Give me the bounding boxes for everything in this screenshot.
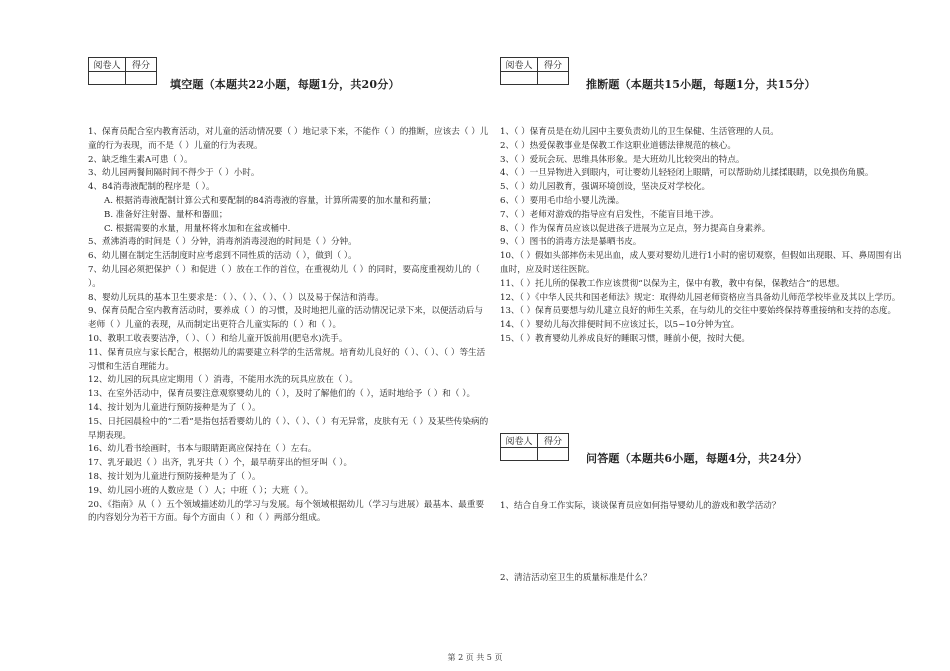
question-item: 10、教职工收表要洁净，（ ）、（ ）和给儿童开饭前用(肥皂水)洗手。 [88, 333, 348, 344]
question-item: 15、（ ）教育婴幼儿养成良好的睡眠习惯，睡前小便，按时大便。 [500, 333, 750, 344]
question-item: 12、幼儿园的玩具应定期用（ ）消毒，不能用水洗的玩具应放在（ ）。 [88, 375, 358, 386]
reviewer-cell[interactable] [501, 72, 538, 85]
question-item: 20、《指南》从（ ）五个领域描述幼儿的学习与发展。每个领域根据幼儿（学习与进展）最基本、最重要的内容划分为若干方面。每个方面由（ ）和（ ）两部分组成。 [88, 499, 485, 524]
question-option: B. 准备好注射器、量杯和器皿； [104, 209, 228, 220]
judgment-list [500, 126, 910, 347]
fill-blank-title: 填空题（本题共22小题，每题1分，共20分） [170, 78, 400, 91]
score-label: 得分 [538, 434, 569, 448]
question-item: 2、缺乏维生素A可患（ ）。 [88, 154, 193, 165]
score-cell[interactable] [538, 72, 569, 85]
question-item: 7、（ ）老师对游戏的指导应有启发性，不能盲目地干涉。 [500, 209, 719, 220]
page-footer: 第 2 页 共 5 页 [447, 653, 503, 662]
question-item: 5、（ ）幼儿园教育，强调环境创设，坚决反对学校化。 [500, 182, 711, 193]
question-item: 3、（ ）爱玩会玩、思维具体形象。是大班幼儿比较突出的特点。 [500, 154, 745, 165]
question-item: 14、按计划为儿童进行预防接种是为了（ ）。 [88, 402, 261, 413]
question-item: 9、（ ）图书的消毒方法是暴晒书皮。 [500, 237, 642, 248]
question-option: A. 根据消毒液配制计算公式和要配制的84消毒液的容量，计算所需要的加水量和药量； [104, 195, 436, 206]
question-item: 14、（ ）婴幼儿每次排便时间不应该过长，以5~10分钟为宜。 [500, 320, 740, 331]
essay-question-2 [500, 572, 910, 586]
judgment-title: 推断题（本题共15小题，每题1分，共15分） [586, 78, 816, 91]
question-item: 13、（ ）保育员要想与幼儿建立良好的师生关系，在与幼儿的交往中要始终保持尊重接纳和支持的态度。 [500, 306, 897, 317]
question-item: 7、幼儿园必须把保护（ ）和促进（ ）放在工作的首位，在重视幼儿（ ）的同时，要高度重视幼儿的（ ）。 [88, 264, 480, 289]
question-item: 4、（ ）一旦异物进入到眼内，可让婴幼儿轻轻闭上眼睛，可以帮助幼儿揉揉眼睛，以免损伤角膜。 [500, 168, 874, 179]
score-box-essay [500, 433, 569, 461]
score-cell[interactable] [126, 72, 157, 85]
reviewer-cell[interactable] [501, 448, 538, 461]
question-option: C. 根据需要的水量，用量杯将水加和在盆或桶中. [104, 223, 291, 234]
question-item: 3、幼儿园两餐间隔时间不得少于（ ）小时。 [88, 168, 260, 179]
score-label: 得分 [538, 58, 569, 72]
essay-question-1 [500, 500, 910, 514]
score-cell[interactable] [538, 448, 569, 461]
reviewer-label: 阅卷人 [89, 58, 126, 72]
question-item: 5、煮沸消毒的时间是（ ）分钟，消毒剂消毒浸泡的时间是（ ）分钟。 [88, 237, 357, 248]
question-item: 8、婴幼儿玩具的基本卫生要求是：（ ）、（ ）、（ ）、（ ）以及易于保洁和消毒。 [88, 292, 384, 303]
question-item: 4、84消毒液配制的程序是（ ）。 [88, 182, 215, 193]
question-item: 13、在室外活动中，保育员要注意观察婴幼儿的（ ），及时了解他们的（ ），适时地给予（ ）和（ ）。 [88, 389, 476, 400]
fill-blank-list [88, 126, 490, 526]
essay-title: 问答题（本题共6小题，每题4分，共24分） [586, 452, 808, 465]
question-item: 6、（ ）要用毛巾给小婴儿洗澡。 [500, 195, 625, 206]
question-item: 2、清洁活动室卫生的质量标准是什么？ [500, 573, 652, 583]
question-item: 15、日托园晨检中的“二看”是指包括看婴幼儿的（ ）、（ ）、（ ）有无异常，皮肤有无（ ）及某些传染病的早期表现。 [88, 416, 489, 441]
question-item: 17、乳牙最迟（ ）出齐，乳牙共（ ）个，最早萌芽出的恒牙叫（ ）。 [88, 458, 353, 469]
reviewer-cell[interactable] [89, 72, 126, 85]
question-item: 1、结合自身工作实际，谈谈保育员应如何指导婴幼儿的游戏和教学活动？ [500, 501, 781, 511]
question-item: 19、幼儿园小班的人数应是（ ）人；中班（ ）；大班（ ）。 [88, 485, 314, 496]
question-item: 16、幼儿看书绘画时，书本与眼睛距离应保持在（ ）左右。 [88, 444, 317, 455]
score-box-judgment [500, 57, 569, 85]
question-item: 2、（ ）热爱保教事业是保教工作这职业道德法律规范的核心。 [500, 140, 736, 151]
score-label: 得分 [126, 58, 157, 72]
question-item: 11、（ ）托儿所的保教工作应该贯彻“以保为主，保中有教，教中有保，保教结合”的思想。 [500, 278, 845, 289]
question-item: 10、（ ）假如头部摔伤未见出血，成人要对婴幼儿进行1小时的密切观察，但假如出现眼、耳、鼻周围有出血时，应及时送往医院。 [500, 251, 902, 275]
question-item: 6、幼儿園在制定生活制度时应考虑到不同性质的活动（ ），做到（ ）。 [88, 251, 357, 262]
reviewer-label: 阅卷人 [501, 58, 538, 72]
question-item: 8、（ ）作为保育员应该以促进孩子进展为立足点，努力提高自身素养。 [500, 223, 771, 234]
question-item: 11、保育员应与家长配合，根据幼儿的需要建立科学的生活常规。培育幼儿良好的（ ）、（ ）、（ ）等生活习惯和生活自理能力。 [88, 347, 486, 372]
question-item: 12、（ ）《中华人民共和国老师法》规定：取得幼儿园老师资格应当具备幼儿师范学校毕业及其以上学历。 [500, 292, 901, 303]
question-item: 9、保育员配合室内教育活动时，要养成（ ）的习惯，及时地把儿童的活动情况记录下来，以便活动后与老师（ ）儿童的表现，从而制定出更符合儿童实际的（ ）和（ ）。 [88, 306, 483, 331]
question-item: 1、（ ）保育员是在幼儿园中主要负责幼儿的卫生保健、生活管理的人员。 [500, 127, 779, 137]
score-box-fill-blank [88, 57, 157, 85]
question-item: 18、按计划为儿童进行预防接种是为了（ ）。 [88, 471, 261, 482]
question-item: 1、保育员配合室内教育活动，对儿童的活动情况要（ ）地记录下来，不能作（ ）的推断，应该去（ ）儿童的行为表现，而不是（ ）儿童的行为表现。 [88, 127, 489, 151]
reviewer-label: 阅卷人 [501, 434, 538, 448]
